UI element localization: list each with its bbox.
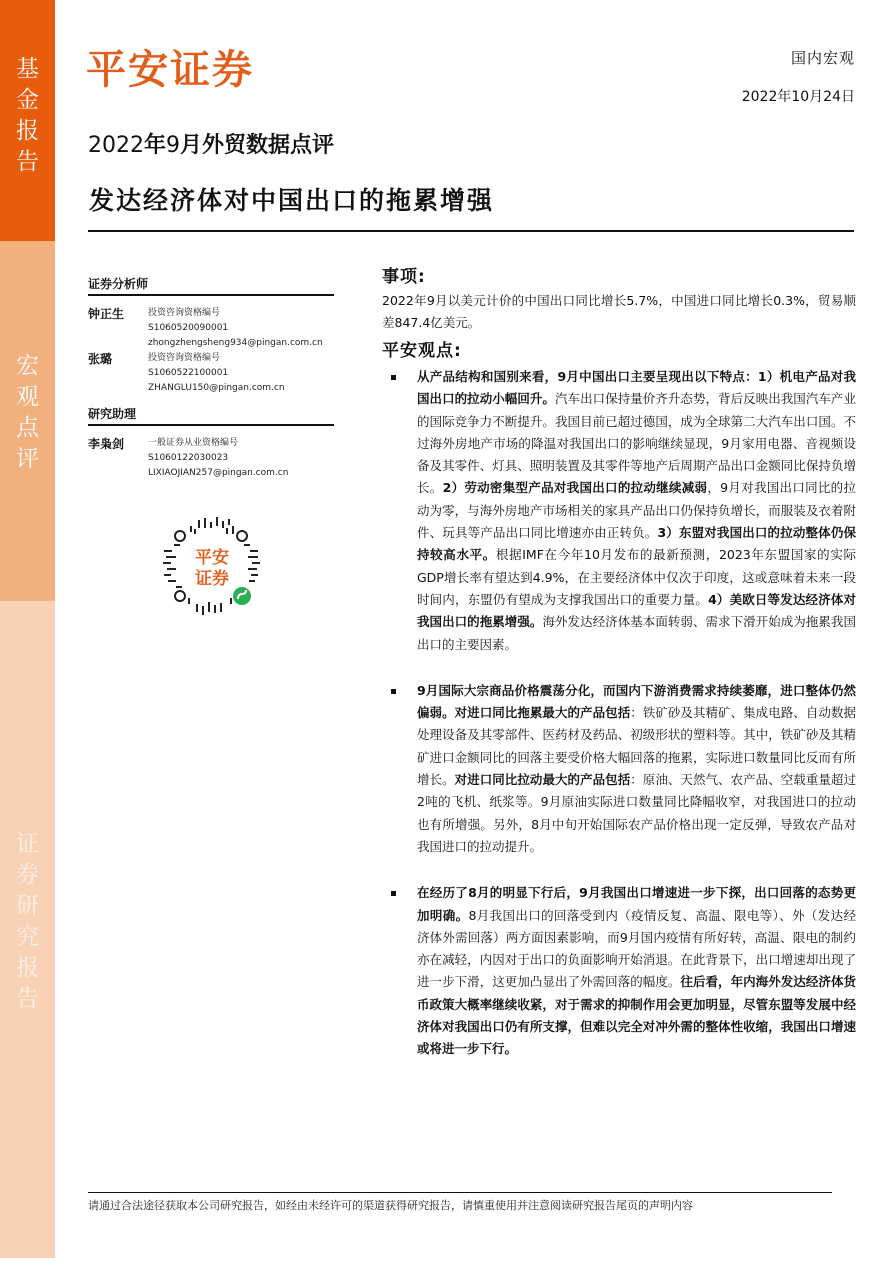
assistant-entry: [88, 436, 334, 481]
bullet-bold-text: 4）美欧日等发达经济体对我国出口的拖累增强。: [417, 591, 856, 630]
sidebar-char: 基: [16, 56, 39, 82]
sidebar-char: 告: [16, 149, 39, 175]
sidebar-char: 点: [16, 415, 39, 441]
bullet-bold-text: 9月国际大宗商品价格震荡分化，而国内下游消费需求持续萎靡，进口整体仍然偏弱。对进口同比拖累最大的产品包括: [417, 682, 856, 721]
subtitle-rest: 月外贸数据点评: [180, 133, 335, 158]
sidebar-char: 证: [16, 831, 39, 857]
assistant-email[interactable]: LIXIAOJIAN257@pingan.com.cn: [148, 468, 289, 478]
header-divider: [88, 230, 854, 232]
analyst-entry: [88, 351, 334, 396]
sidebar-char: 研: [16, 893, 39, 919]
subtitle-month: 9: [166, 133, 181, 158]
qr-logo-text: 证券: [195, 569, 229, 589]
analyst-info: [148, 306, 323, 351]
bullet-bold-text: 在经历了8月的明显下行后，9月我国出口增速进一步下探，出口回落的态势更加明确。: [417, 885, 856, 923]
sidebar-char: 报: [16, 118, 39, 144]
cert-number: S1060122030023: [148, 453, 229, 463]
analysts-heading: 证券分析师: [88, 272, 334, 296]
matters-heading: 事项:: [382, 267, 426, 287]
bullet-text: ，9月对我国出口同比的拉动为零，与海外房地产市场相关的家具产品出口仍保持负增长，而服装及衣着附件、玩具等产品出口同比增速亦由正转负。: [417, 480, 856, 541]
bullet-bold-text: 2）劳动密集型产品对我国出口的拉动继续减弱: [442, 480, 708, 496]
cert-number: S1060520090001: [148, 323, 229, 333]
bullet-text: 根据IMF在今年10月发布的最新预测，2023年东盟国家的实际GDP增长率有望达到4.9%，在主要经济体中仅次于印度，这或意味着未来一段时间内，东盟仍有望成为支撑我国出口的重要力量。: [417, 547, 856, 607]
report-category: 国内宏观: [790, 49, 855, 67]
bullet-text: ：铁矿砂及其精矿、集成电路、自动数据处理设备及其零部件、医药材及药品、初级形状的塑料等。其中，铁矿砂及其精矿进口金额同比的回落主要受价格大幅回落的拖累，实际进口数量同比反而有所增长。: [417, 705, 856, 788]
matters-text: 2022年9月以美元计价的中国出口同比增长5.7%，中国进口同比增长0.3%，贸易顺差847.4亿美元。: [382, 293, 856, 330]
assistant-info: [148, 436, 288, 481]
report-title: 发达经济体对中国出口的拖累增强: [89, 186, 495, 215]
analyst-email[interactable]: zhongzhengsheng934@pingan.com.cn: [148, 338, 323, 348]
sidebar-char: 告: [16, 986, 39, 1012]
cert-label: 投资咨询资格编号: [148, 353, 221, 363]
bullet-bold-text: 对进口同比拉动最大的产品包括: [454, 772, 631, 788]
report-subtitle: [88, 128, 334, 159]
spacer: [382, 858, 856, 880]
view-bullet: [382, 882, 856, 1060]
sidebar-block-research-report: [0, 601, 55, 1258]
bullet-text: 汽车出口保持量价齐升态势，背后反映出我国汽车产业的国际竞争力不断提升。我国目前已超过德国，成为全球第二大汽车出口国。不过海外房地产市场的降温对我国出口的影响继续显现，9月家用电器、音视频设备及其零件、灯具、照明装置及其零件等地产后周期产品出口金额同比保持负增长。: [417, 391, 856, 496]
sidebar-char: 金: [16, 87, 39, 113]
analyst-entry: [88, 306, 334, 351]
subtitle-year: 2022: [88, 133, 144, 158]
bullet-text: ：原油、天然气、农产品、空载重量超过2吨的飞机、纸浆等。9月原油实际进口数量同比降幅收窄，对我国进口的拉动也有所增强。另外，8月中旬开始国际农产品价格出现一定反弹，导致农产品对我国进口的拉动提升。: [417, 772, 856, 854]
bullet-bold-text: 从产品结构和国别来看，9月中国出口主要呈现出以下特点：1）机电产品对我国出口的拉动小幅回升。: [417, 369, 856, 407]
bullet-bold-text: 往后看，年内海外发达经济体货币政策大概率继续收紧，对于需求的抑制作用会更加明显，尽管东盟等发展中经济体对我国出口仍有所支撑，但难以完全对冲外需的整体性收缩，我国出口增速或将进一步下行。: [417, 974, 856, 1057]
bullet-text: 海外发达经济体基本面转弱、需求下滑开始成为拖累我国出口的主要因素。: [417, 614, 856, 652]
main-content: [382, 264, 856, 1061]
bullet-bold-text: 3）东盟对我国出口的拉动整体仍保持较高水平。: [417, 525, 856, 563]
sidebar-char: 报: [16, 955, 39, 981]
qr-logo-text: 平安: [195, 548, 229, 568]
analyst-email[interactable]: ZHANGLU150@pingan.com.cn: [148, 383, 285, 393]
company-logo: 平安证券: [86, 47, 254, 93]
view-bullet: [382, 680, 856, 858]
sidebar-block-macro-review: [0, 241, 55, 601]
cert-label: 一般证券从业资格编号: [148, 438, 239, 448]
qr-code: [160, 514, 264, 618]
cert-label: 投资咨询资格编号: [148, 308, 221, 318]
analyst-name: 张璐: [88, 352, 113, 366]
cert-number: S1060522100001: [148, 368, 229, 378]
assistants-heading: 研究助理: [88, 402, 334, 426]
report-date: 2022年10月24日: [741, 89, 855, 105]
assistant-name: 李枭剑: [88, 437, 125, 451]
sidebar-char: 评: [16, 446, 39, 472]
footer-divider: [88, 1192, 832, 1193]
footer-disclaimer: 请通过合法途径获取本公司研究报告，如经由未经许可的渠道获得研究报告，请慎重使用并注意阅读研究报告尾页的声明内容: [88, 1199, 693, 1212]
analyst-name: 钟正生: [88, 307, 125, 321]
subtitle-year-char: 年: [144, 133, 167, 158]
spacer: [382, 656, 856, 678]
sidebar-char: 究: [16, 924, 39, 950]
mini-program-icon: [233, 587, 251, 605]
sidebar-block-fund-report: [0, 0, 55, 241]
view-bullet: [382, 366, 856, 656]
bullet-text: 8月我国出口的回落受到内（疫情反复、高温、限电等）、外（发达经济体外需回落）两方面因素影响，而9月国内疫情有所好转，高温、限电的制约亦在减轻，内因对于出口的负面影响开始消退。在此背景下，出口增速却出现了进一步下滑，这更加凸显出了外需回落的幅度。: [417, 907, 856, 990]
analyst-info: [148, 351, 285, 396]
sidebar-char: 宏: [16, 353, 39, 379]
views-heading: 平安观点:: [382, 341, 462, 361]
analyst-panel: [88, 272, 334, 589]
sidebar-char: 观: [16, 384, 39, 410]
sidebar-char: 券: [16, 862, 39, 888]
sidebar: [0, 0, 55, 1258]
